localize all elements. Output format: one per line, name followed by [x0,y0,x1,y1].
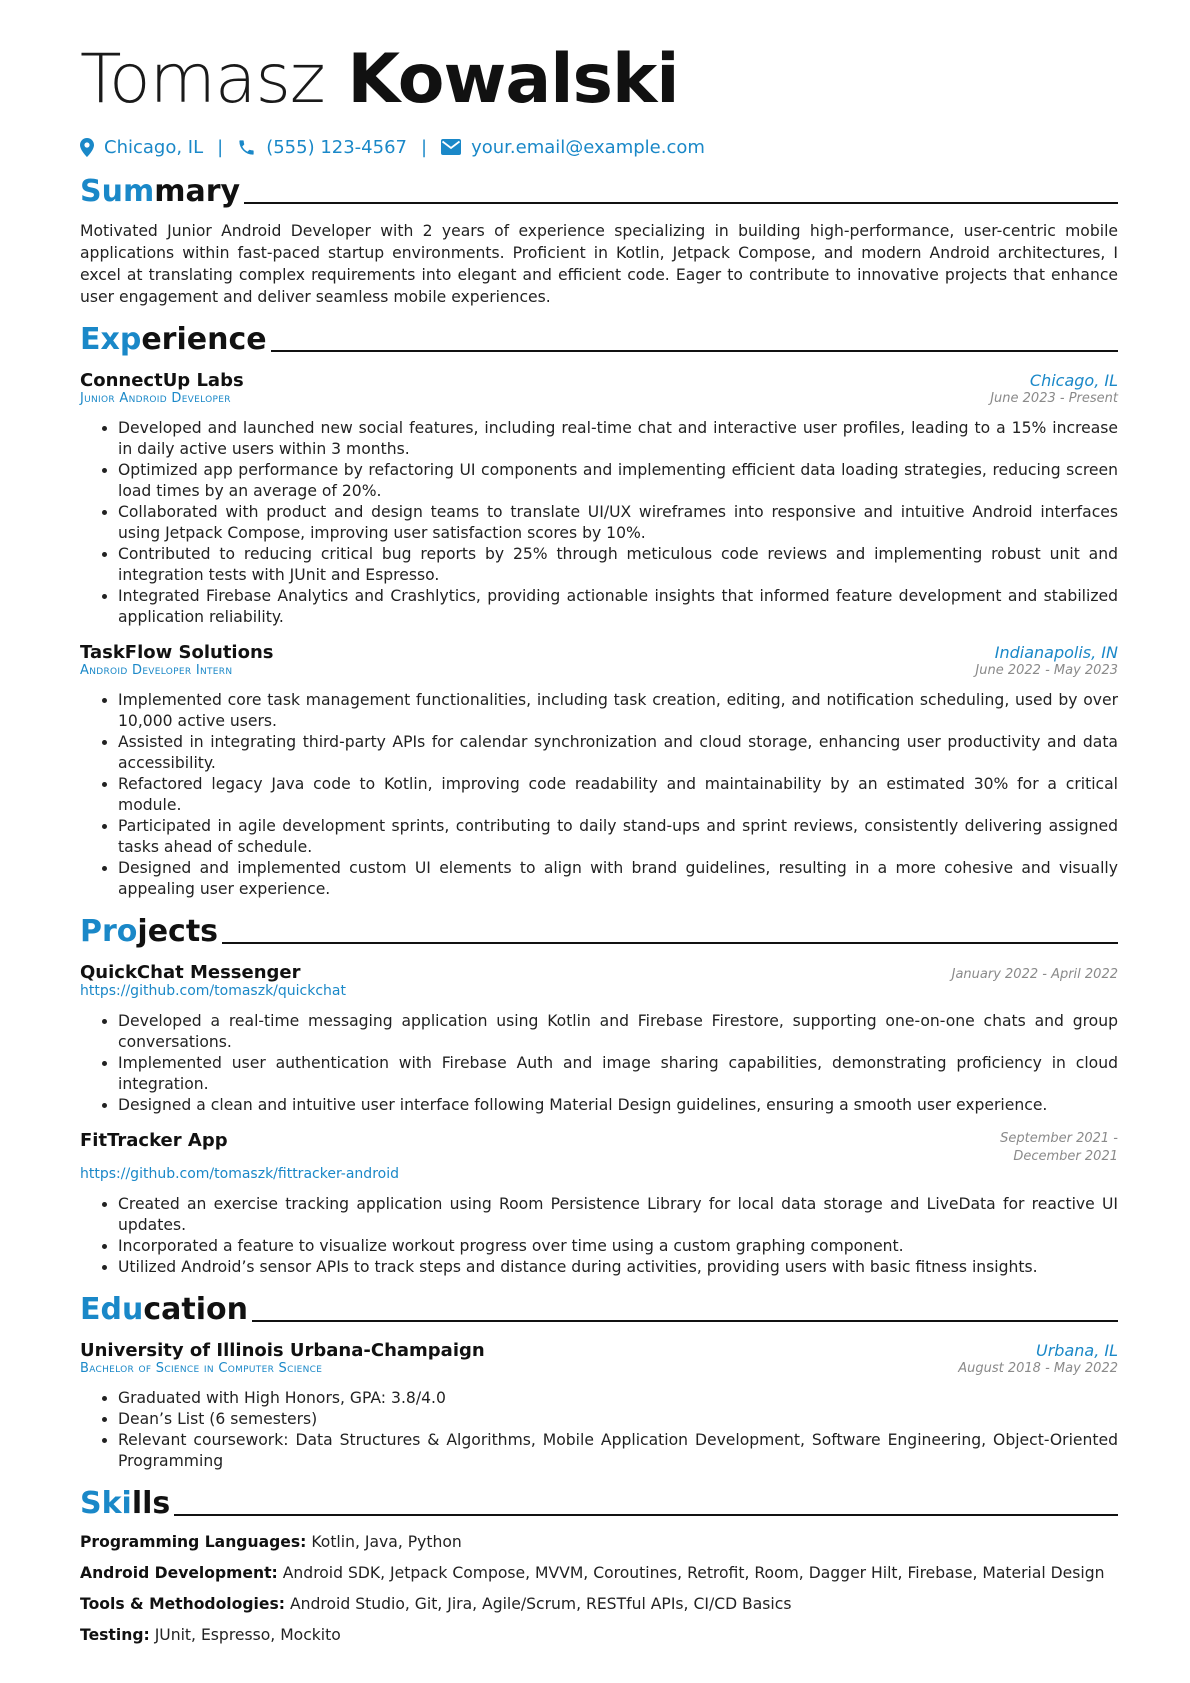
first-name: Tomasz [80,40,325,119]
list-item: • Implemented core task management functionalities, including task creation, editing, and notification scheduling, used by over 10,000 active users. [118,690,1118,732]
job-location: Chicago, IL [1029,371,1118,390]
project-entry [80,962,1118,1116]
list-item: • Assisted in integrating third-party APIs for calendar synchronization and cloud storage, enhancing user productivity and data accessibility. [118,732,1118,774]
contact-location [80,137,203,158]
section-title [80,914,218,950]
list-item: • Utilized Android’s sensor APIs to track steps and distance during activities, providing users with basic fitness insights. [118,1257,1118,1278]
list-item: • Developed a real-time messaging application using Kotlin and Firebase Firestore, supporting one-on-one chats and group conversations. [118,1011,1118,1053]
list-item: • Dean’s List (6 semesters) [118,1409,1118,1430]
section-rule [222,942,1118,944]
title-accent: Edu [80,1292,144,1327]
project-link[interactable]: https://github.com/tomaszk/fittracker-android [80,1166,399,1182]
section-header-skills [80,1482,1118,1522]
job-bullets [80,418,1118,628]
job-location: Indianapolis, IN [994,643,1118,662]
project-name: QuickChat Messenger [80,962,301,983]
section-title [80,1486,170,1522]
skill-value: Android SDK, Jetpack Compose, MVVM, Coroutines, Retrofit, Room, Dagger Hilt, Firebase, Material Design [282,1564,1105,1582]
title-rest: lls [131,1486,171,1521]
job-bullets [80,690,1118,900]
education-dates: August 2018 - May 2022 [958,1361,1118,1376]
list-item: • Collaborated with product and design teams to translate UI/UX wireframes into responsive and intuitive Android interfaces using Jetpack Compose, improving user satisfaction scores by 10%. [118,502,1118,544]
project-entry [80,1130,1118,1278]
title-rest: mary [154,174,241,209]
section-header-education [80,1288,1118,1328]
skill-label: Tools & Methodologies: [80,1595,285,1613]
contact-separator: | [421,136,428,158]
section-rule [252,1320,1118,1322]
title-rest: cation [143,1292,248,1327]
skill-value: JUnit, Espresso, Mockito [154,1626,341,1644]
project-name: FitTracker App [80,1130,228,1151]
candidate-name [80,38,1118,122]
project-dates: January 2022 - April 2022 [951,967,1118,982]
job-entry [80,642,1118,900]
envelope-icon [441,139,461,155]
title-accent: Ski [80,1486,132,1521]
contact-email[interactable] [441,137,705,158]
title-accent: Sum [80,174,155,209]
section-title [80,174,240,210]
list-item: • Participated in agile development sprints, contributing to daily stand-ups and sprint reviews, consistently delivering assigned tasks ahead of schedule. [118,816,1118,858]
project-bullets [80,1194,1118,1278]
list-item: • Refactored legacy Java code to Kotlin, improving code readability and maintainability by an estimated 30% for a critical module. [118,774,1118,816]
skill-row [80,1563,1118,1583]
list-item: • Incorporated a feature to visualize workout progress over time using a custom graphing component. [118,1236,1118,1257]
summary-text: Motivated Junior Android Developer with 2 years of experience specializing in building high-performance, user-centric mobile applications within fast-paced startup environments. Proficient in Kotlin, Jetpack Compose, and modern Android architectures, I excel at translating complex requirements into elegant and efficient code. Eager to contribute to innovative projects that enhance user engagement and deliver seamless mobile experiences. [80,222,1118,306]
phone-text: (555) 123-4567 [266,136,407,158]
job-role: Android Developer Intern [80,663,233,678]
skill-value: Kotlin, Java, Python [311,1533,462,1551]
list-item: • Implemented user authentication with Firebase Auth and image sharing capabilities, demonstrating proficiency in cloud integration. [118,1053,1118,1095]
contact-separator: | [217,136,224,158]
job-dates: June 2022 - May 2023 [975,663,1118,678]
title-accent: Pro [80,914,138,949]
skill-label: Testing: [80,1626,150,1644]
skill-row [80,1532,1118,1552]
education-bullets [80,1388,1118,1472]
job-company: ConnectUp Labs [80,370,244,391]
skill-row [80,1625,1118,1645]
title-accent: Exp [80,322,142,357]
skill-value: Android Studio, Git, Jira, Agile/Scrum, RESTful APIs, CI/CD Basics [289,1595,792,1613]
project-dates: September 2021 - December 2021 [1000,1131,1118,1164]
list-item: • Developed and launched new social features, including real-time chat and interactive user profiles, leading to a 15% increase in daily active users within 3 months. [118,418,1118,460]
list-item: • Created an exercise tracking application using Room Persistence Library for local data storage and LiveData for reactive UI updates. [118,1194,1118,1236]
section-header-projects [80,910,1118,950]
list-item: • Designed and implemented custom UI elements to align with brand guidelines, resulting in a more cohesive and visually appealing user experience. [118,858,1118,900]
title-rest: erience [141,322,267,357]
list-item: • Optimized app performance by refactoring UI components and implementing efficient data loading strategies, reducing screen load times by an average of 20%. [118,460,1118,502]
section-title [80,1292,248,1328]
section-rule [174,1514,1118,1516]
education-entry [80,1340,1118,1472]
school-name: University of Illinois Urbana-Champaign [80,1340,485,1361]
section-title [80,322,267,358]
title-rest: jects [137,914,219,949]
list-item: • Relevant coursework: Data Structures & Algorithms, Mobile Application Development, Software Engineering, Object-Oriented Programming [118,1430,1118,1472]
location-text: Chicago, IL [104,136,204,158]
school-location: Urbana, IL [1036,1341,1118,1360]
list-item: • Contributed to reducing critical bug reports by 25% through meticulous code reviews and implementing robust unit and integration tests with JUnit and Espresso. [118,544,1118,586]
skill-label: Programming Languages: [80,1533,307,1551]
email-text: your.email@example.com [471,136,705,158]
skill-label: Android Development: [80,1564,278,1582]
job-entry [80,370,1118,628]
list-item: • Integrated Firebase Analytics and Crashlytics, providing actionable insights that informed feature development and stabilized application reliability. [118,586,1118,628]
job-role: Junior Android Developer [80,391,231,406]
resume-page [80,38,1118,1656]
list-item: • Designed a clean and intuitive user interface following Material Design guidelines, ensuring a smooth user experience. [118,1095,1118,1116]
contact-line [80,132,1118,162]
skills-list [80,1532,1118,1645]
last-name: Kowalski [347,40,679,119]
project-bullets [80,1011,1118,1116]
section-rule [244,202,1118,204]
job-dates: June 2023 - Present [990,391,1118,406]
map-pin-icon [80,138,94,157]
degree-name: Bachelor of Science in Computer Science [80,1361,323,1376]
section-header-experience [80,318,1118,358]
list-item: • Graduated with High Honors, GPA: 3.8/4.0 [118,1388,1118,1409]
skill-row [80,1594,1118,1614]
section-header-summary [80,170,1118,210]
phone-icon [237,138,256,157]
section-rule [271,350,1118,352]
job-company: TaskFlow Solutions [80,642,274,663]
project-link[interactable]: https://github.com/tomaszk/quickchat [80,983,346,999]
contact-phone[interactable] [237,137,407,158]
